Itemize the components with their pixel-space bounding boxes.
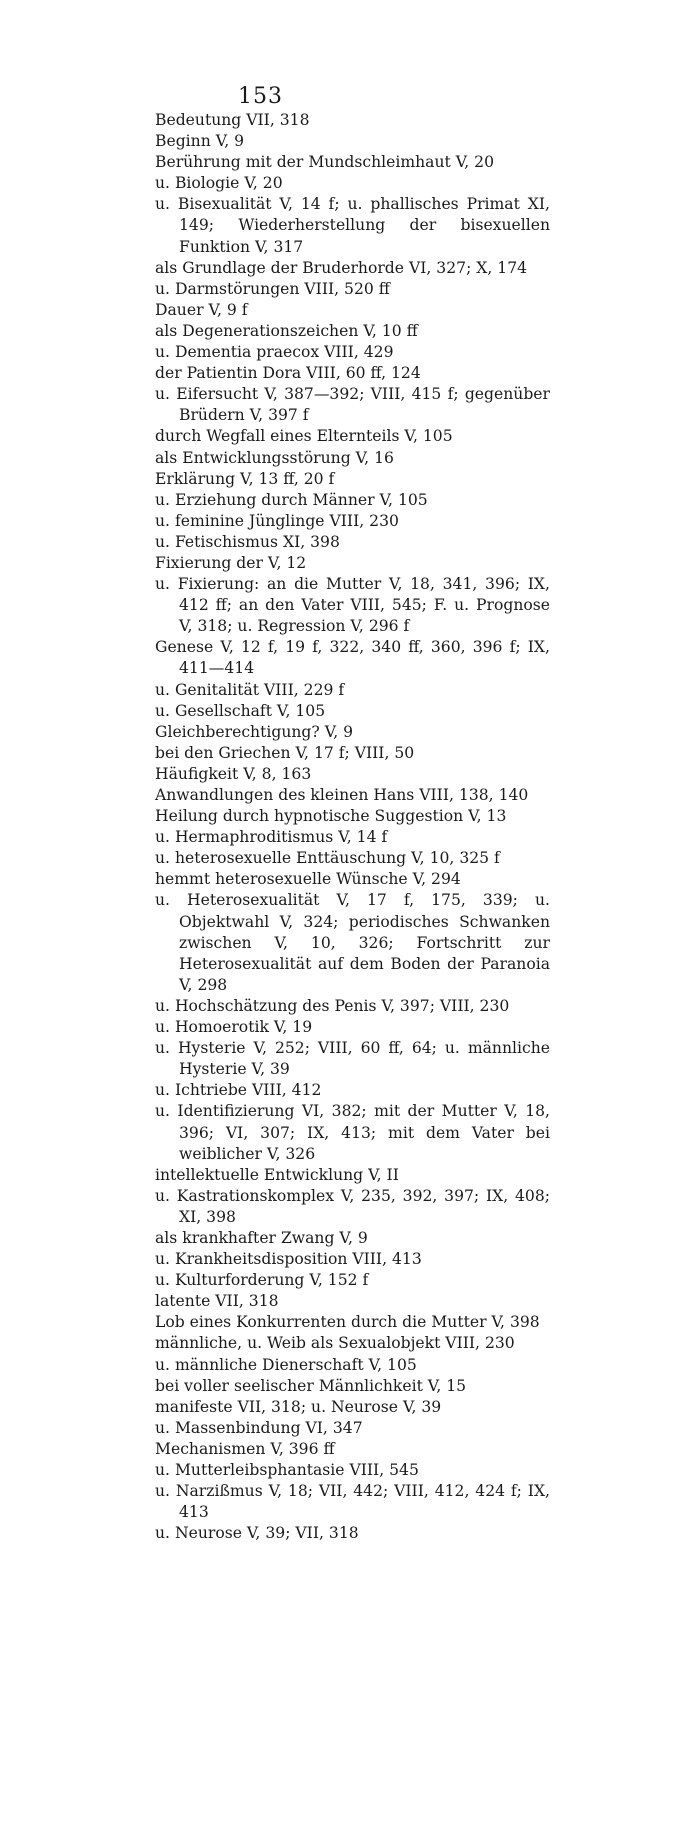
index-entry: als krankhafter Zwang V, 9 (155, 1228, 368, 1247)
index-entry: bei voller seelischer Männlichkeit V, 15 (155, 1376, 467, 1395)
index-entry: Anwandlungen des kleinen Hans VIII, 138, 140 (155, 786, 529, 804)
index-entry: u. Identifizierung VI, 382; mit der Mutter V, 18, 396; VI, 307; IX, 413; mit dem Vater bei weiblicher V, 326 (155, 1102, 550, 1163)
index-entry: u. Ichtriebe VIII, 412 (155, 1081, 322, 1100)
index-entry: u. Dementia praecox VIII, 429 (155, 343, 394, 362)
index-entry: Erklärung V, 13 ff, 20 f (155, 469, 335, 488)
index-entry: u. Heterosexualität V, 17 f, 175, 339; u. Objektwahl V, 324; periodisches Schwanken zwischen V, 10, 326; Fortschritt zur Heterosexualität auf dem Boden der Paranoia V, 298 (155, 891, 550, 994)
index-entry: u. Narzißmus V, 18; VII, 442; VIII, 412, 424 f; IX, 413 (155, 1482, 550, 1522)
index-entry: u. Mutterleibsphantasie VIII, 545 (155, 1461, 419, 1479)
index-entry: hemmt heterosexuelle Wünsche V, 294 (155, 870, 461, 889)
index-entry: u. Genitalität VIII, 229 f (155, 680, 345, 699)
index-entry: u. Eifersucht V, 387—392; VIII, 415 f; gegenüber Brüdern V, 397 f (155, 385, 550, 425)
index-entry: u. Hysterie V, 252; VIII, 60 ff, 64; u. männliche Hysterie V, 39 (155, 1039, 550, 1079)
index-entry: latente VII, 318 (155, 1292, 279, 1311)
index-entry: u. Fixierung: an die Mutter V, 18, 341, 396; IX, 412 ff; an den Vater VIII, 545; F. u. Prognose V, 318; u. Regression V, 296 f (155, 575, 550, 636)
index-entry: Fixierung der V, 12 (155, 553, 307, 572)
index-entry: Mechanismen V, 396 ff (155, 1439, 335, 1458)
index-entry: u. feminine Jünglinge VIII, 230 (155, 511, 399, 530)
index-entry: als Degenerationszeichen V, 10 ff (155, 321, 418, 340)
index-entry: u. Krankheitsdisposition VIII, 413 (155, 1250, 422, 1269)
index-entry: der Patientin Dora VIII, 60 ff, 124 (155, 364, 421, 383)
index-entry: u. Kulturforderung V, 152 f (155, 1271, 369, 1290)
index-entry: Häufigkeit V, 8, 163 (155, 764, 312, 783)
index-entry: u. heterosexuelle Enttäuschung V, 10, 325 f (155, 849, 500, 868)
index-entry: u. Bisexualität V, 14 f; u. phallisches Primat XI, 149; Wiederherstellung der bisexuellen Funktion V, 317 (155, 195, 550, 256)
index-entry: Heilung durch hypnotische Suggestion V, 13 (155, 807, 507, 826)
index-entry: als Grundlage der Bruderhorde VI, 327; X, 174 (155, 258, 528, 277)
page-number: 153 (238, 84, 283, 109)
index-entry: durch Wegfall eines Elternteils V, 105 (155, 427, 453, 446)
index-entry: u. männliche Dienerschaft V, 105 (155, 1355, 417, 1374)
index-entry: u. Homoerotik V, 19 (155, 1018, 313, 1037)
index-entry: Gleichberechtigung? V, 9 (155, 722, 354, 741)
index-entry: u. Hermaphroditismus V, 14 f (155, 828, 388, 847)
index-entry: u. Kastrationskomplex V, 235, 392, 397; IX, 408; XI, 398 (155, 1186, 550, 1226)
index-entry: manifeste VII, 318; u. Neurose V, 39 (155, 1397, 442, 1416)
index-entry: u. Erziehung durch Männer V, 105 (155, 490, 428, 509)
index-entry: u. Neurose V, 39; VII, 318 (155, 1524, 359, 1543)
index-entry: u. Massenbindung VI, 347 (155, 1418, 363, 1437)
index-entry: u. Fetischismus XI, 398 (155, 532, 340, 551)
index-entry: u. Biologie V, 20 (155, 174, 283, 193)
index-entry: als Entwicklungsstörung V, 16 (155, 448, 394, 467)
index-entry: bei den Griechen V, 17 f; VIII, 50 (155, 743, 415, 762)
index-entry: männliche, u. Weib als Sexualobjekt VIII, 230 (155, 1334, 515, 1353)
index-entry: Bedeutung VII, 318 (155, 111, 310, 129)
index-entry-list (155, 110, 550, 1544)
index-entry: Berührung mit der Mundschleimhaut V, 20 (155, 153, 495, 172)
index-entry: u. Darmstörungen VIII, 520 ff (155, 279, 390, 298)
index-entry: u. Hochschätzung des Penis V, 397; VIII, 230 (155, 996, 510, 1015)
index-entry: Lob eines Konkurrenten durch die Mutter V, 398 (155, 1313, 540, 1332)
index-entry: Dauer V, 9 f (155, 300, 248, 319)
index-entry: Beginn V, 9 (155, 132, 245, 151)
index-entry: Genese V, 12 f, 19 f, 322, 340 ff, 360, 396 f; IX, 411—414 (155, 638, 550, 678)
index-entry: u. Gesellschaft V, 105 (155, 701, 326, 720)
index-entry: intellektuelle Entwicklung V, II (155, 1165, 399, 1184)
